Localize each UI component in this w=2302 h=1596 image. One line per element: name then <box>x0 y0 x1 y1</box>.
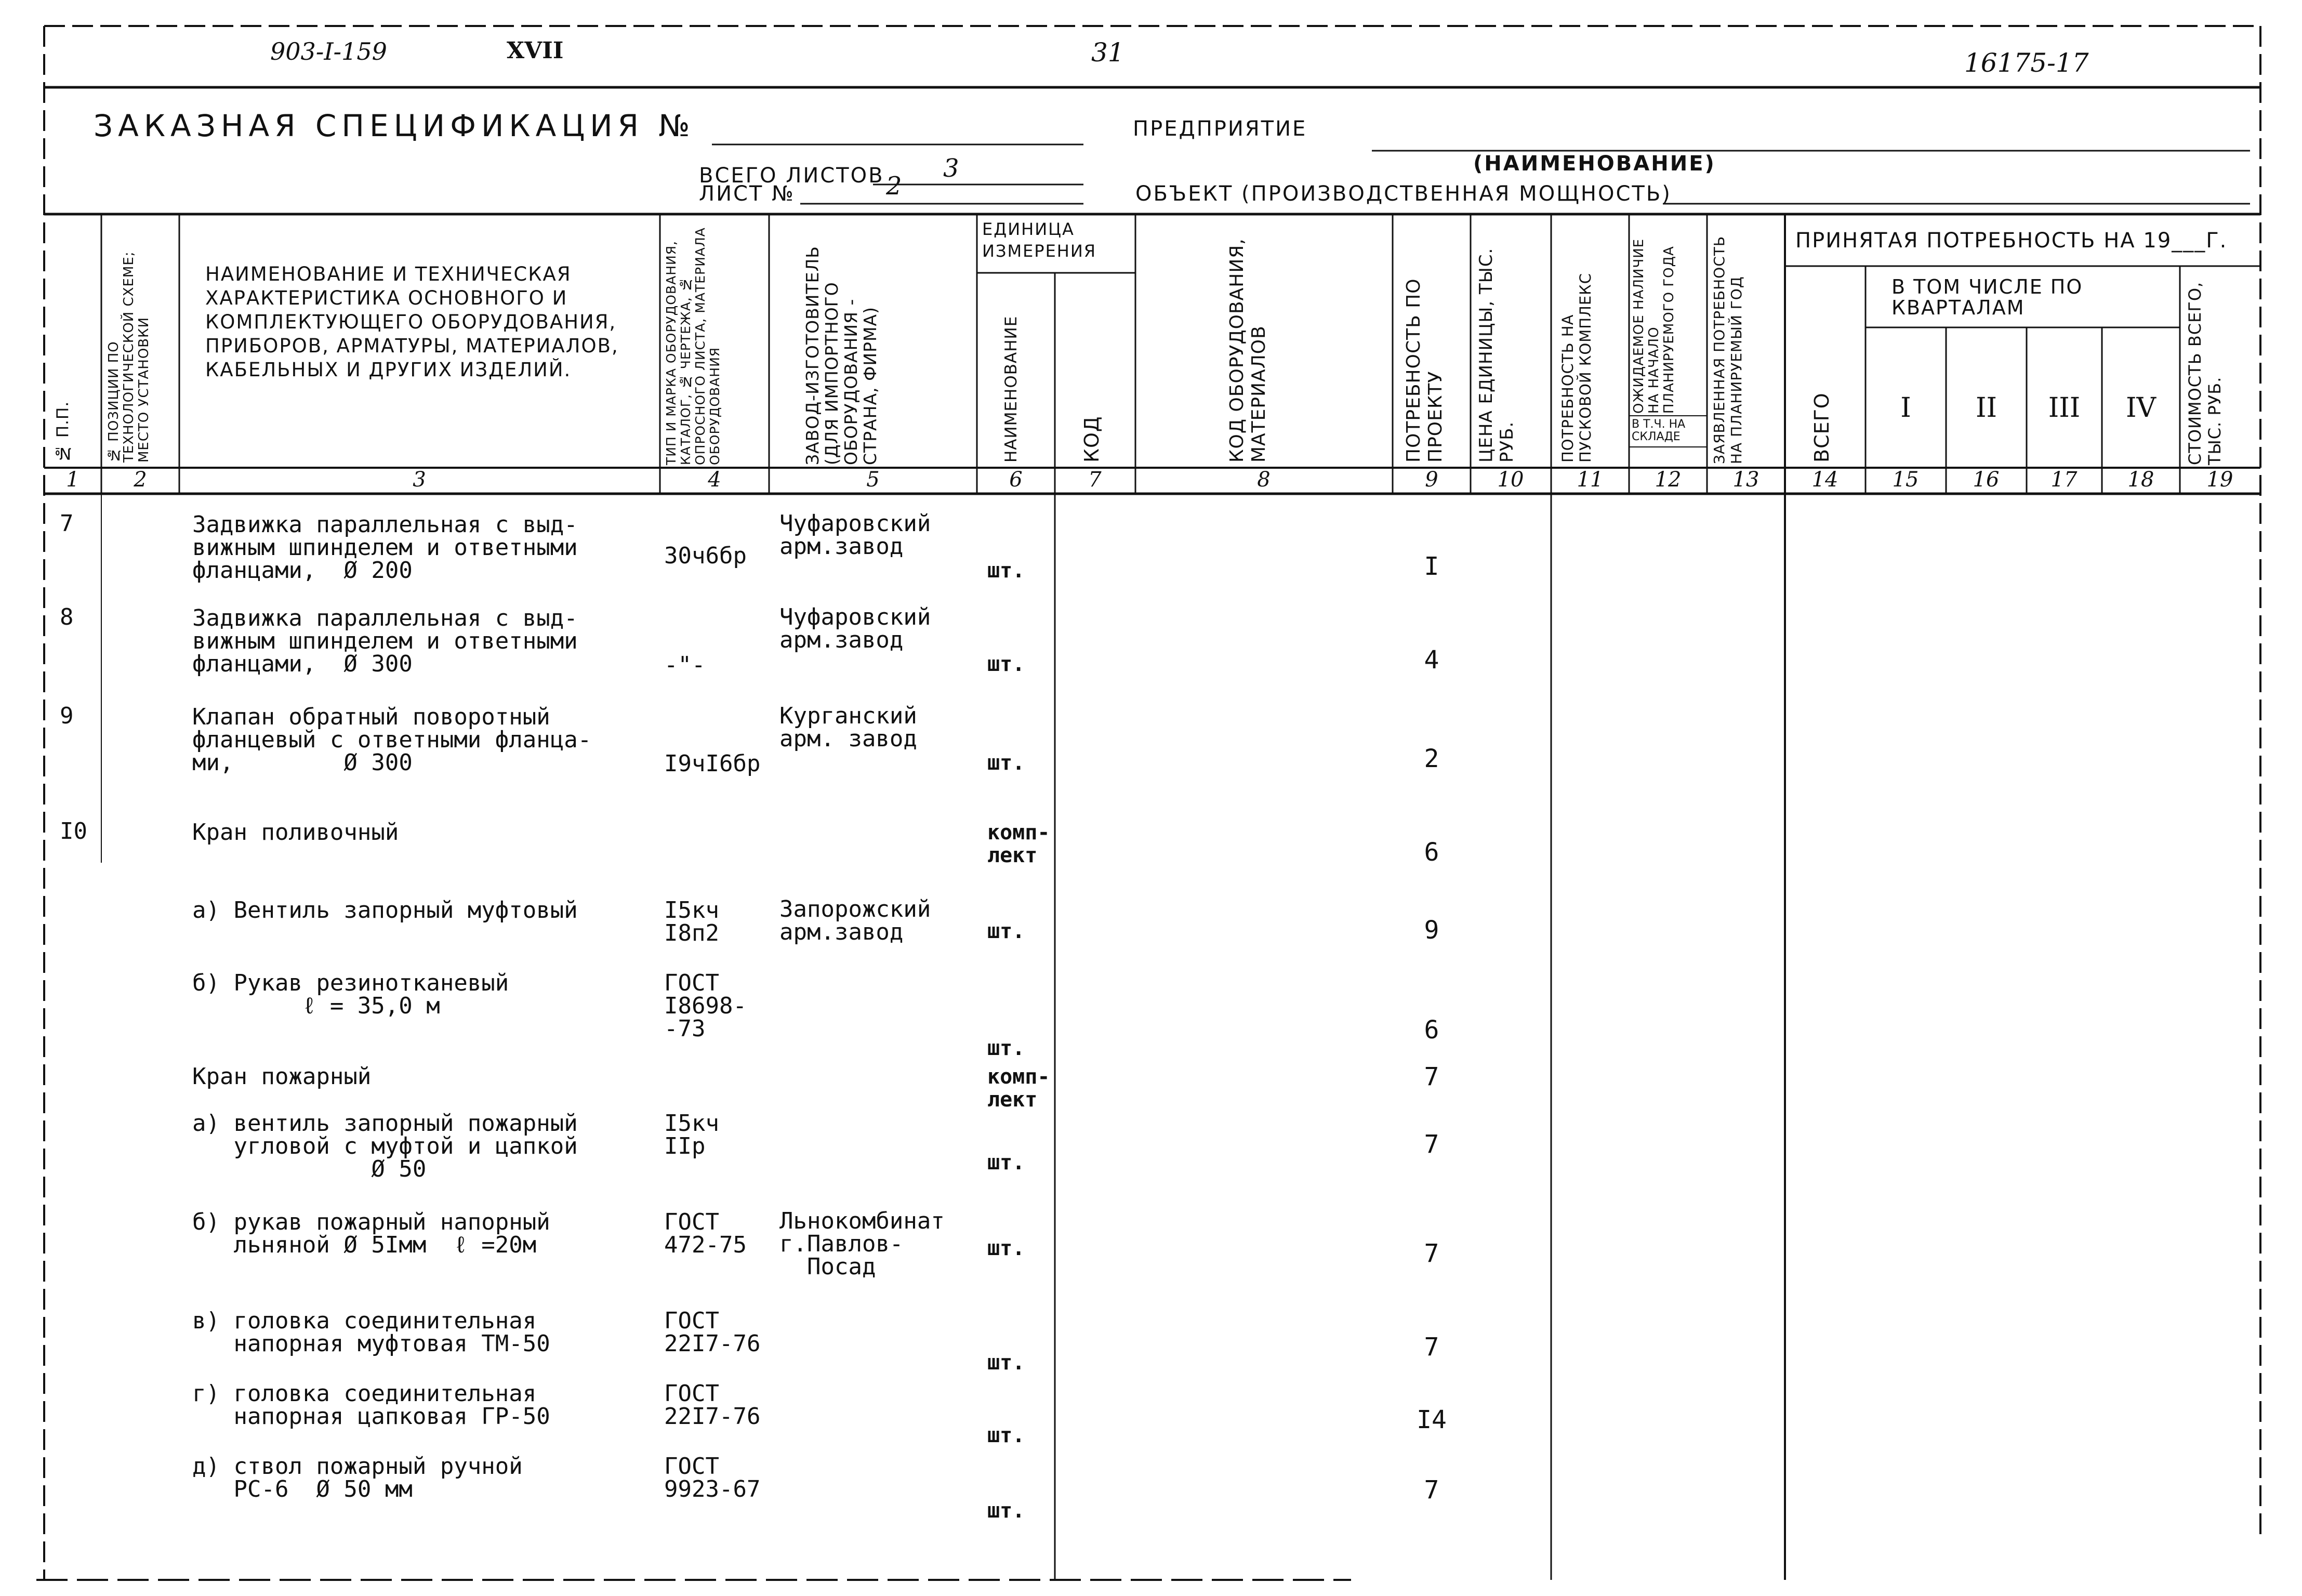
sheet-label: ЛИСТ № <box>699 182 795 206</box>
item-name: в) головка соединительная напорная муфтовая ТМ-50 <box>192 1308 550 1357</box>
column-number-5: 5 <box>866 468 880 492</box>
item-name: Задвижка параллельная с выд- вижным шпинделем и ответными фланцами, Ø 200 <box>192 511 578 584</box>
item-type: I5кч I8п2 <box>664 897 719 946</box>
item-type: I9чI6бр <box>664 750 761 777</box>
item-manufacturer: Курганский арм. завод <box>779 703 917 752</box>
item-name: д) ствол пожарный ручной РС-6 Ø 50 мм <box>192 1453 523 1502</box>
header-col-10: ЦЕНА ЕДИНИЦЫ, ТЫС. РУБ. <box>1476 247 1517 463</box>
column-number-8: 8 <box>1257 468 1271 492</box>
item-unit: шт. <box>987 751 1025 775</box>
item-quantity: 7 <box>1424 1475 1439 1505</box>
item-unit: шт. <box>987 1423 1025 1447</box>
column-number-3: 3 <box>413 468 426 492</box>
item-name: Задвижка параллельная с выд- вижным шпинделем и ответными фланцами, Ø 300 <box>192 605 578 677</box>
header-accepted-group: ПРИНЯТАЯ ПОТРЕБНОСТЬ НА 19___Г. <box>1795 229 2228 253</box>
item-type: ГОСТ 22I7-76 <box>664 1380 761 1430</box>
item-quantity: 2 <box>1424 744 1439 773</box>
header-col-13: ЗАЯВЛЕННАЯ ПОТРЕБНОСТЬ НА ПЛАНИРУЕМЫЙ ГОД <box>1711 235 1745 464</box>
item-name: а) Вентиль запорный муфтовый <box>192 897 578 924</box>
column-number-13: 13 <box>1732 468 1759 492</box>
item-type: -"- <box>664 652 706 678</box>
row-number: 8 <box>60 604 74 630</box>
sheet-value: 2 <box>886 172 902 201</box>
header-col-1: № П.П. <box>54 401 72 463</box>
item-type: I5кч IIp <box>664 1110 719 1159</box>
column-number-17: 17 <box>2050 468 2078 492</box>
inventory-number: 16175-17 <box>1964 48 2089 78</box>
item-unit: комп- лект <box>987 821 1050 867</box>
item-name: г) головка соединительная напорная цапковая ГР-50 <box>192 1380 550 1430</box>
item-manufacturer: Чуфаровский арм.завод <box>779 604 931 653</box>
item-manufacturer: Льнокомбинат г.Павлов- Посад <box>779 1208 945 1280</box>
header-col-15: I <box>1900 392 1911 424</box>
item-quantity: I4 <box>1417 1405 1447 1434</box>
roman-numeral: XVII <box>507 37 564 64</box>
item-quantity: 6 <box>1424 838 1439 867</box>
column-number-6: 6 <box>1009 468 1023 492</box>
page-title: ЗАКАЗНАЯ СПЕЦИФИКАЦИЯ № <box>94 108 695 143</box>
row-number: 9 <box>60 703 74 729</box>
header-col-7: КОД <box>1080 416 1103 463</box>
item-quantity: 7 <box>1424 1239 1439 1268</box>
column-number-19: 19 <box>2206 468 2233 492</box>
header-quarters-group: В ТОМ ЧИСЛЕ ПО КВАРТАЛАМ <box>1891 275 2083 319</box>
column-number-15: 15 <box>1892 468 1919 492</box>
page-number: 31 <box>1091 37 1124 68</box>
item-unit: шт. <box>987 559 1025 583</box>
row-number: I0 <box>60 818 87 845</box>
item-unit: шт. <box>987 1036 1025 1060</box>
item-name: б) рукав пожарный напорный льняной Ø 5Iмм ℓ =20м <box>192 1209 550 1258</box>
item-type: ГОСТ 9923-67 <box>664 1453 761 1502</box>
sheets-total-label: ВСЕГО ЛИСТОВ <box>699 164 884 188</box>
item-quantity: 7 <box>1424 1062 1439 1091</box>
item-unit: комп- лект <box>987 1065 1050 1112</box>
header-col-9: ПОТРЕБНОСТЬ ПО ПРОЕКТУ <box>1403 278 1446 463</box>
header-col-16: II <box>1975 392 1997 424</box>
item-manufacturer: Запорожский арм.завод <box>779 896 931 945</box>
column-number-7: 7 <box>1088 468 1102 492</box>
header-col-12b: В Т.Ч. НА СКЛАДЕ <box>1632 418 1686 443</box>
column-number-9: 9 <box>1425 468 1438 492</box>
header-col-3: НАИМЕНОВАНИЕ И ТЕХНИЧЕСКАЯ ХАРАКТЕРИСТИКА ОСНОВНОГО И КОМПЛЕКТУЮЩЕГО ОБОРУДОВАНИЯ, ПРИБОРОВ, АРМАТУРЫ, МАТЕРИАЛОВ, КАБЕЛЬНЫХ И ДРУГИХ ИЗДЕЛИЙ. <box>205 263 619 381</box>
item-type: ГОСТ 22I7-76 <box>664 1308 761 1357</box>
item-type: ГОСТ 472-75 <box>664 1209 747 1258</box>
header-col-18: IV <box>2125 392 2157 424</box>
column-number-18: 18 <box>2127 468 2154 492</box>
item-unit: шт. <box>987 1151 1025 1175</box>
column-number-4: 4 <box>708 468 721 492</box>
column-number-16: 16 <box>1973 468 2000 492</box>
item-quantity: 4 <box>1424 645 1439 675</box>
header-col-4: ТИП И МАРКА ОБОРУДОВАНИЯ, КАТАЛОГ, № ЧЕРТЕЖА, № ОПРОСНОГО ЛИСТА, МАТЕРИАЛА ОБОРУДОВАНИЯ <box>664 227 722 465</box>
header-col-14: ВСЕГО <box>1810 392 1833 463</box>
item-type: ГОСТ I8698- -73 <box>664 970 747 1042</box>
column-number-11: 11 <box>1577 468 1604 492</box>
item-manufacturer: Чуфаровский арм.завод <box>779 510 931 560</box>
header-col-12: ОЖИДАЕМОЕ НАЛИЧИЕ НА НАЧАЛО ПЛАНИРУЕМОГО ГОДА <box>1631 238 1677 414</box>
column-number-12: 12 <box>1655 468 1682 492</box>
item-type: 30ч6бр <box>664 543 747 569</box>
item-unit: шт. <box>987 919 1025 943</box>
column-number-14: 14 <box>1811 468 1838 492</box>
column-number-1: 1 <box>66 468 80 492</box>
header-col-11: ПОТРЕБНОСТЬ НА ПУСКОВОЙ КОМПЛЕКС <box>1559 273 1594 463</box>
item-quantity: 7 <box>1424 1130 1439 1159</box>
row-number: 7 <box>60 510 74 537</box>
enterprise-label: ПРЕДПРИЯТИЕ <box>1133 117 1307 141</box>
item-name: а) вентиль запорный пожарный угловой с муфтой и цапкой Ø 50 <box>192 1110 578 1182</box>
item-name: Кран поливочный <box>192 819 399 846</box>
header-col-2: № ПОЗИЦИИ ПО ТЕХНОЛОГИЧЕСКОЙ СХЕМЕ; МЕСТО УСТАНОВКИ <box>106 251 152 463</box>
item-unit: шт. <box>987 1499 1025 1523</box>
item-name: Кран пожарный <box>192 1063 372 1090</box>
item-unit: шт. <box>987 1236 1025 1260</box>
item-unit: шт. <box>987 652 1025 676</box>
sheets-total-value: 3 <box>943 154 959 183</box>
naming-label: (НАИМЕНОВАНИЕ) <box>1473 152 1716 176</box>
item-quantity: 6 <box>1424 1015 1439 1045</box>
item-quantity: I <box>1424 552 1439 581</box>
column-number-2: 2 <box>134 468 147 492</box>
item-name: Клапан обратный поворотный фланцевый с ответными фланца- ми, Ø 300 <box>192 704 592 776</box>
header-col-8: КОД ОБОРУДОВАНИЯ, МАТЕРИАЛОВ <box>1226 238 1269 463</box>
item-name: б) Рукав резинотканевый ℓ = 35,0 м <box>192 970 509 1019</box>
header-col-5: ЗАВОД-ИЗГОТОВИТЕЛЬ (ДЛЯ ИМПОРТНОГО ОБОРУДОВАНИЯ - СТРАНА, ФИРМА) <box>802 246 880 465</box>
item-quantity: 7 <box>1424 1333 1439 1362</box>
header-col-6: НАИМЕНОВАНИЕ <box>1002 315 1021 463</box>
header-col-17: III <box>2048 392 2081 424</box>
header-col-19: СТОИМОСТЬ ВСЕГО, ТЫС. РУБ. <box>2185 281 2225 465</box>
doc-code: 903-I-159 <box>270 37 387 65</box>
column-number-10: 10 <box>1497 468 1524 492</box>
item-unit: шт. <box>987 1351 1025 1375</box>
object-label: ОБЪЕКТ (ПРОИЗВОДСТВЕННАЯ МОЩНОСТЬ) <box>1135 182 1672 206</box>
header-units-group: ЕДИНИЦА ИЗМЕРЕНИЯ <box>982 219 1097 261</box>
item-quantity: 9 <box>1424 916 1439 945</box>
